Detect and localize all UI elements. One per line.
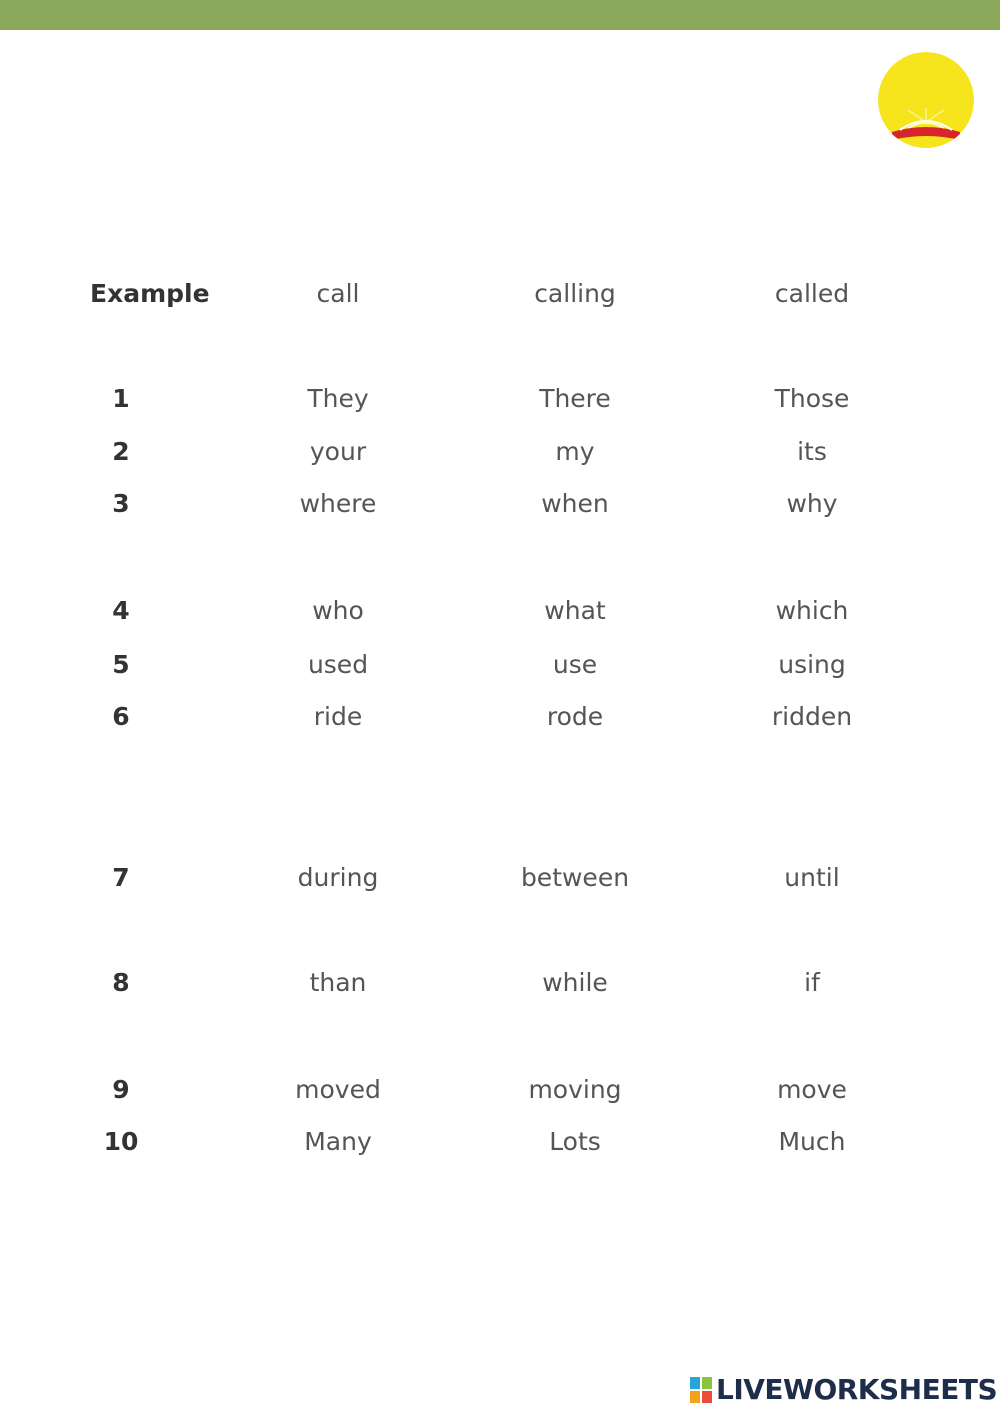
option-a: who: [312, 596, 364, 625]
option-c: move: [777, 1075, 847, 1104]
option-a: moved: [295, 1075, 381, 1104]
row-label: 6: [112, 702, 130, 731]
header-bar: [0, 0, 1000, 30]
row-label: 4: [112, 596, 130, 625]
option-a: Many: [304, 1127, 372, 1156]
option-c: Much: [778, 1127, 846, 1156]
liveworksheets-brand: LIVEWORKSHEETS: [716, 1373, 998, 1406]
option-a: your: [309, 437, 367, 466]
option-a: call: [316, 279, 360, 308]
question-row: [0, 697, 1000, 737]
option-c: if: [804, 968, 820, 997]
lasting-logo: [878, 52, 974, 148]
option-b: between: [520, 863, 630, 892]
question-row: [0, 1070, 1000, 1110]
option-b: Lots: [549, 1127, 601, 1156]
option-b: There: [539, 384, 611, 413]
option-a: during: [297, 863, 379, 892]
question-row: [0, 379, 1000, 419]
row-label: Example: [90, 279, 210, 308]
option-b: while: [542, 968, 608, 997]
option-b: when: [541, 489, 609, 518]
option-b: use: [552, 650, 598, 679]
row-label: 7: [112, 863, 130, 892]
example-row: [0, 274, 1000, 314]
question-row: [0, 484, 1000, 524]
option-c: why: [786, 489, 838, 518]
question-row: [0, 591, 1000, 631]
row-label: 10: [103, 1127, 139, 1156]
row-label: 3: [112, 489, 130, 518]
liveworksheets-footer: [690, 1372, 997, 1408]
option-a: ride: [313, 702, 363, 731]
row-label: 2: [112, 437, 130, 466]
option-b: what: [544, 596, 606, 625]
option-a: They: [307, 384, 369, 413]
option-b: my: [555, 437, 595, 466]
row-label: 9: [112, 1075, 130, 1104]
option-c: Those: [774, 384, 850, 413]
option-c: its: [797, 437, 827, 466]
option-c: using: [778, 650, 846, 679]
option-b: calling: [534, 279, 616, 308]
option-c: until: [784, 863, 840, 892]
option-a: used: [307, 650, 369, 679]
question-row: [0, 963, 1000, 1003]
question-row: [0, 858, 1000, 898]
liveworksheets-logo-icon: [690, 1377, 712, 1403]
row-label: 5: [112, 650, 130, 679]
option-b: moving: [528, 1075, 622, 1104]
option-a: than: [309, 968, 367, 997]
option-a: where: [299, 489, 377, 518]
question-row: [0, 1122, 1000, 1162]
option-c: called: [774, 279, 850, 308]
question-row: [0, 645, 1000, 685]
row-label: 1: [112, 384, 130, 413]
question-row: [0, 432, 1000, 472]
option-c: which: [775, 596, 849, 625]
option-c: ridden: [771, 702, 853, 731]
lasting-logo-icon: [878, 52, 974, 148]
row-label: 8: [112, 968, 130, 997]
option-b: rode: [546, 702, 604, 731]
